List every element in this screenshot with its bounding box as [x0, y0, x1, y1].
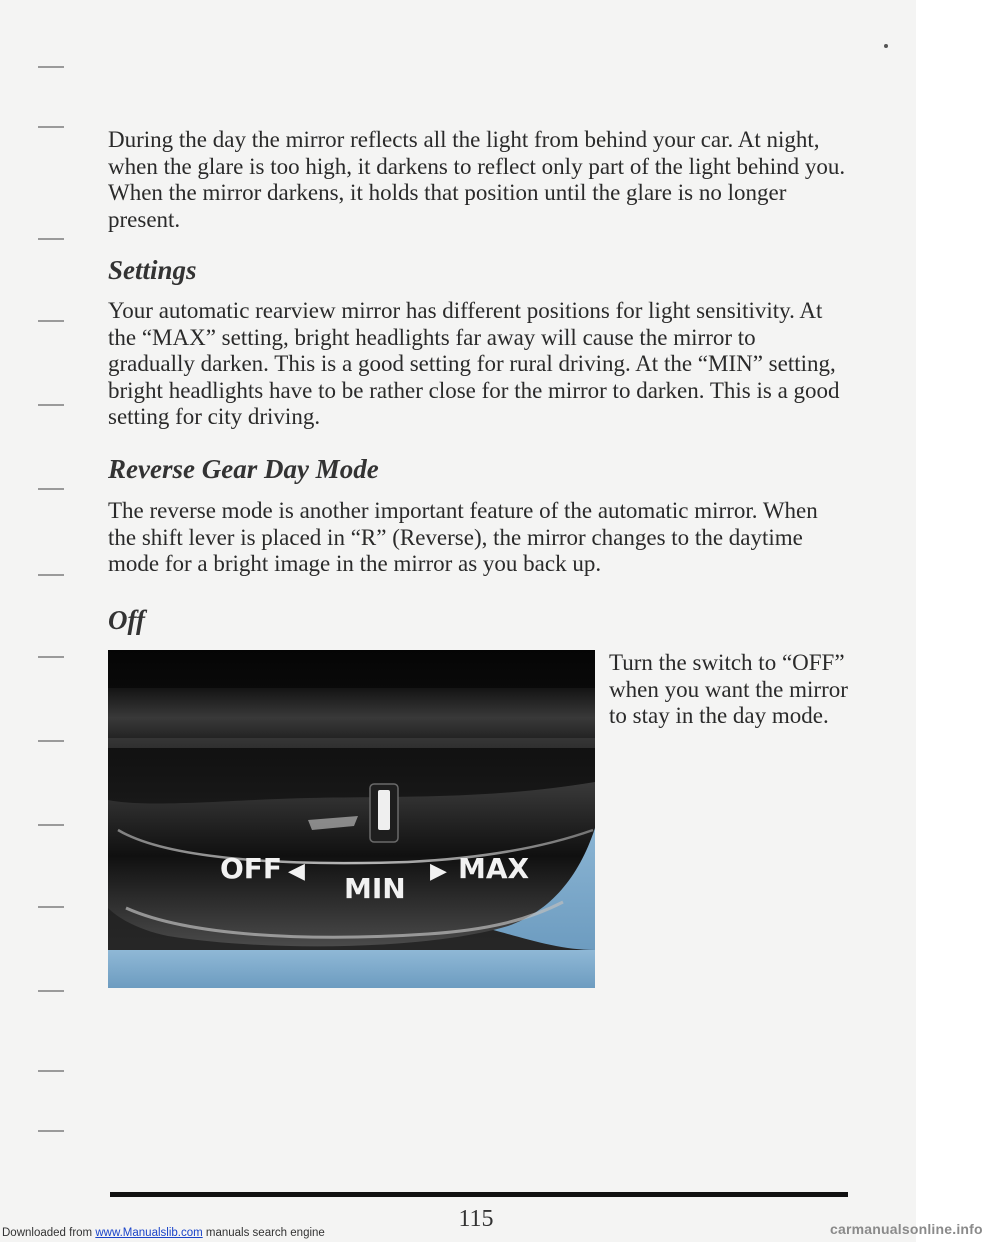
- paragraph-day-night: During the day the mirror reflects all the light from behind your car. At night, when the glare is too high, it darkens to reflect only part of the light behind you. When the mirror darkens, it holds that position until the glare is no longer present.: [108, 127, 846, 232]
- paragraph-settings: Your automatic rearview mirror has different positions for light sensitivity. At the “MAX” setting, bright headlights far away will cause the mirror to gradually darken. This is a good setting for rural driving. At the “MIN” setting, bright headlights have to be rather close for the mirror to darken. This is a good setting for city driving.: [108, 298, 840, 429]
- footer-text: [2, 1227, 325, 1239]
- margin-scan-marks: [0, 0, 70, 1242]
- arrow-right-icon: ▶: [430, 859, 447, 884]
- footer-prefix: Downloaded from: [2, 1227, 96, 1239]
- heading-settings: Settings: [108, 255, 197, 285]
- switch-label-max: MAX: [458, 852, 530, 885]
- mirror-switch-photo: [108, 650, 595, 988]
- mirror-glass: [108, 950, 595, 988]
- heading-reverse-gear: Reverse Gear Day Mode: [108, 454, 379, 484]
- paragraph-off: Turn the switch to “OFF” when you want the mirror to stay in the day mode.: [609, 650, 848, 728]
- footer-suffix: manuals search engine: [202, 1227, 325, 1239]
- manualslib-link[interactable]: www.Manualslib.com: [95, 1227, 203, 1239]
- switch-label-min: MIN: [344, 872, 406, 905]
- paragraph-reverse-mode: The reverse mode is another important feature of the automatic mirror. When the shift lever is placed in “R” (Reverse), the mirror changes to the daytime mode for a bright image in the mirror as you back up.: [108, 498, 818, 576]
- switch-label-off: OFF: [220, 852, 283, 885]
- page-number: 115: [458, 1206, 494, 1232]
- watermark-text: carmanualsonline.info: [830, 1221, 983, 1237]
- arrow-left-icon: ◀: [288, 859, 305, 884]
- scan-dot: [884, 44, 888, 48]
- download-footer: [0, 1221, 983, 1242]
- bottom-rule: [110, 1192, 848, 1197]
- heading-off: Off: [108, 605, 145, 635]
